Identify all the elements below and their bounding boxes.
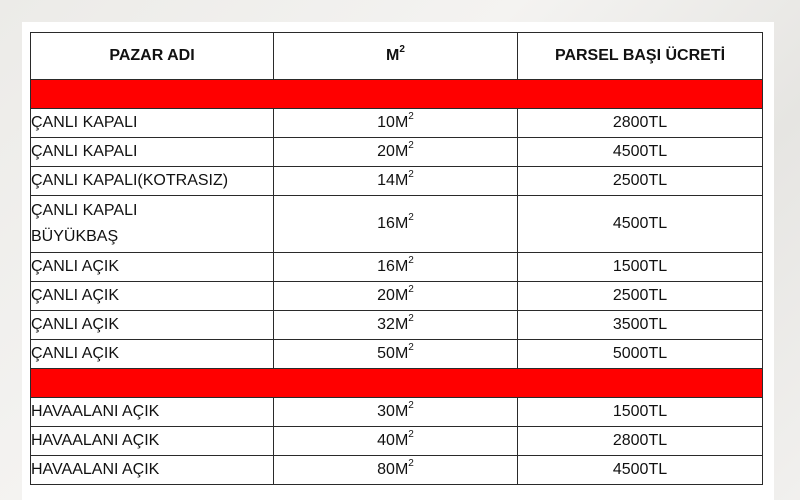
table-row <box>31 427 763 456</box>
cell-area-sup: 2 <box>408 110 414 122</box>
cell-market-name: ÇANLI AÇIK <box>31 282 274 311</box>
cell-area <box>274 398 518 427</box>
table-row <box>31 398 763 427</box>
table-row <box>31 196 763 253</box>
table-row <box>31 109 763 138</box>
cell-area <box>274 340 518 369</box>
cell-fee: 1500TL <box>518 398 763 427</box>
cell-fee: 2500TL <box>518 282 763 311</box>
section-separator <box>31 80 763 109</box>
cell-area-sup: 2 <box>408 428 414 440</box>
cell-area-sup: 2 <box>408 211 414 223</box>
cell-market-name-line2: BÜYÜKBAŞ <box>31 228 119 245</box>
cell-area <box>274 282 518 311</box>
cell-market-name: HAVAALANI AÇIK <box>31 456 274 485</box>
cell-area-sup: 2 <box>408 399 414 411</box>
separator-cell <box>31 80 763 109</box>
separator-cell <box>31 369 763 398</box>
cell-fee: 1500TL <box>518 253 763 282</box>
cell-fee: 3500TL <box>518 311 763 340</box>
cell-market-name: ÇANLI KAPALI <box>31 109 274 138</box>
cell-market-name: HAVAALANI AÇIK <box>31 427 274 456</box>
cell-area <box>274 196 518 253</box>
cell-area-value: 10M <box>377 114 409 131</box>
cell-market-name: ÇANLI AÇIK <box>31 253 274 282</box>
cell-area <box>274 456 518 485</box>
table-row <box>31 340 763 369</box>
cell-area <box>274 311 518 340</box>
cell-fee: 2800TL <box>518 109 763 138</box>
cell-fee: 4500TL <box>518 456 763 485</box>
cell-area-sup: 2 <box>408 254 414 266</box>
header-row <box>31 33 763 80</box>
table-row <box>31 138 763 167</box>
cell-area-sup: 2 <box>408 139 414 151</box>
cell-market-name <box>31 196 274 253</box>
header-parcel-fee: PARSEL BAŞI ÜCRETİ <box>518 33 763 80</box>
table-row <box>31 456 763 485</box>
cell-fee: 5000TL <box>518 340 763 369</box>
cell-area-sup: 2 <box>408 168 414 180</box>
header-area-base: M <box>386 47 400 64</box>
cell-area-value: 30M <box>377 403 409 420</box>
cell-area-value: 80M <box>377 461 409 478</box>
header-area-sup: 2 <box>399 43 405 55</box>
cell-area-value: 32M <box>377 316 409 333</box>
cell-area-value: 20M <box>377 143 409 160</box>
cell-market-name-line1: ÇANLI KAPALI <box>31 202 138 219</box>
cell-area-value: 50M <box>377 345 409 362</box>
header-market-name: PAZAR ADI <box>31 33 274 80</box>
cell-area <box>274 109 518 138</box>
cell-fee: 2800TL <box>518 427 763 456</box>
cell-area-sup: 2 <box>408 283 414 295</box>
cell-market-name: ÇANLI KAPALI(KOTRASIZ) <box>31 167 274 196</box>
cell-market-name: HAVAALANI AÇIK <box>31 398 274 427</box>
cell-area <box>274 253 518 282</box>
cell-area-value: 40M <box>377 432 409 449</box>
table-row <box>31 282 763 311</box>
cell-area-value: 14M <box>377 172 409 189</box>
section-separator <box>31 369 763 398</box>
cell-market-name: ÇANLI KAPALI <box>31 138 274 167</box>
market-fee-table <box>30 32 763 485</box>
cell-area <box>274 427 518 456</box>
cell-market-name: ÇANLI AÇIK <box>31 340 274 369</box>
cell-area-value: 16M <box>377 258 409 275</box>
cell-market-name: ÇANLI AÇIK <box>31 311 274 340</box>
cell-area-sup: 2 <box>408 341 414 353</box>
cell-area <box>274 138 518 167</box>
cell-area <box>274 167 518 196</box>
table-row <box>31 167 763 196</box>
table-row <box>31 253 763 282</box>
table-row <box>31 311 763 340</box>
cell-fee: 4500TL <box>518 138 763 167</box>
cell-fee: 2500TL <box>518 167 763 196</box>
cell-fee: 4500TL <box>518 196 763 253</box>
table-body <box>31 80 763 485</box>
cell-area-sup: 2 <box>408 312 414 324</box>
header-area <box>274 33 518 80</box>
cell-area-sup: 2 <box>408 457 414 469</box>
cell-area-value: 20M <box>377 287 409 304</box>
cell-area-value: 16M <box>377 215 409 232</box>
